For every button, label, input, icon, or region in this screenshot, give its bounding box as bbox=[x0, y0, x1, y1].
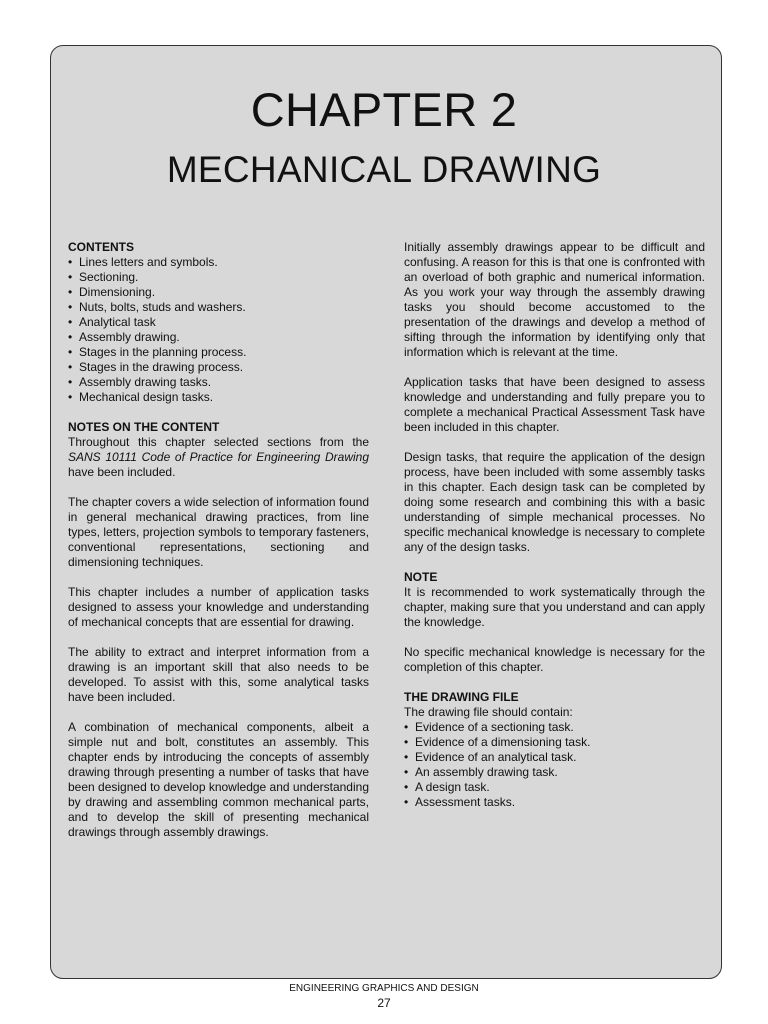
notes-text-end: have been included. bbox=[68, 465, 176, 479]
contents-item: • Lines letters and symbols. bbox=[68, 255, 369, 270]
paragraph-application-tasks: This chapter includes a number of application tasks designed to assess your knowledge and understanding of mechanical concepts that are essential for drawing. bbox=[68, 585, 369, 629]
drawing-file-item: • Evidence of an analytical task. bbox=[404, 750, 705, 765]
page-number: 27 bbox=[377, 996, 391, 1010]
drawing-file-intro: The drawing file should contain: bbox=[404, 705, 573, 719]
contents-item: • Analytical task bbox=[68, 315, 369, 330]
paragraph-scope: The chapter covers a wide selection of information found in general mechanical drawing practices, from line types, letters, projection symbols to temporary fasteners, conventional representations, sectioning and dimensioning techniques. bbox=[68, 495, 369, 569]
note-heading: NOTE bbox=[404, 570, 438, 584]
paragraph-assembly: A combination of mechanical components, albeit a simple nut and bolt, constitutes an assembly. This chapter ends by introducing the concepts of assembly drawing through presenting a number of tasks that have been designed to develop knowledge and understanding by drawing and assembling common mechanical parts, and to develop the skill of presenting mechanical drawings through assembly drawings. bbox=[68, 720, 369, 839]
footer-book-title: ENGINEERING GRAPHICS AND DESIGN bbox=[289, 983, 479, 994]
contents-item: • Stages in the drawing process. bbox=[68, 360, 369, 375]
note-paragraph-1: It is recommended to work systematically through the chapter, making sure that you understand and can apply the knowledge. bbox=[404, 585, 705, 629]
standard-reference: SANS 10111 Code of Practice for Engineering Drawing bbox=[68, 450, 369, 464]
paragraph-pat: Application tasks that have been designed to assess knowledge and understanding and fully prepare you to complete a mechanical Practical Assessment Task have been included in this chapter. bbox=[404, 375, 705, 434]
drawing-file-list bbox=[404, 720, 705, 810]
drawing-file-item: • Assessment tasks. bbox=[404, 795, 705, 810]
contents-item: • Stages in the planning process. bbox=[68, 345, 369, 360]
left-column bbox=[68, 240, 369, 840]
contents-heading: CONTENTS bbox=[68, 240, 134, 254]
paragraph-analytical-tasks: The ability to extract and interpret information from a drawing is an important skill that also needs to be developed. To assist with this, some analytical tasks have been included. bbox=[68, 645, 369, 704]
drawing-file-item: • Evidence of a dimensioning task. bbox=[404, 735, 705, 750]
drawing-file-item: • An assembly drawing task. bbox=[404, 765, 705, 780]
drawing-file-item: • A design task. bbox=[404, 780, 705, 795]
note-paragraph-2: No specific mechanical knowledge is necessary for the completion of this chapter. bbox=[404, 645, 705, 674]
drawing-file-heading: THE DRAWING FILE bbox=[404, 690, 519, 704]
contents-item: • Assembly drawing. bbox=[68, 330, 369, 345]
contents-item: • Dimensioning. bbox=[68, 285, 369, 300]
contents-item: • Assembly drawing tasks. bbox=[68, 375, 369, 390]
chapter-title: CHAPTER 2 bbox=[250, 83, 518, 136]
notes-paragraph bbox=[68, 435, 369, 480]
contents-item: • Nuts, bolts, studs and washers. bbox=[68, 300, 369, 315]
notes-text-start: Throughout this chapter selected sections from the bbox=[68, 435, 369, 449]
paragraph-design-tasks: Design tasks, that require the application of the design process, have been included with some assembly tasks in this chapter. Each design task can be completed by doing some research and combining this with a basic understanding of simple mechanical processes. No specific mechanical knowledge is necessary to complete any of the design tasks. bbox=[404, 450, 705, 554]
chapter-subtitle: MECHANICAL DRAWING bbox=[166, 149, 602, 190]
contents-item: • Sectioning. bbox=[68, 270, 369, 285]
right-column bbox=[404, 240, 705, 810]
contents-list bbox=[68, 255, 369, 405]
notes-heading: NOTES ON THE CONTENT bbox=[68, 420, 220, 434]
contents-item: • Mechanical design tasks. bbox=[68, 390, 369, 405]
drawing-file-item: • Evidence of a sectioning task. bbox=[404, 720, 705, 735]
paragraph-assembly-drawings: Initially assembly drawings appear to be difficult and confusing. A reason for this is that one is confronted with an overload of both graphic and numerical information. As you work your way through the assembly drawing tasks you should become accustomed to the presentation of the drawings and develop a method of sifting through the information by identifying only that information which is relevant at the time. bbox=[404, 240, 705, 359]
